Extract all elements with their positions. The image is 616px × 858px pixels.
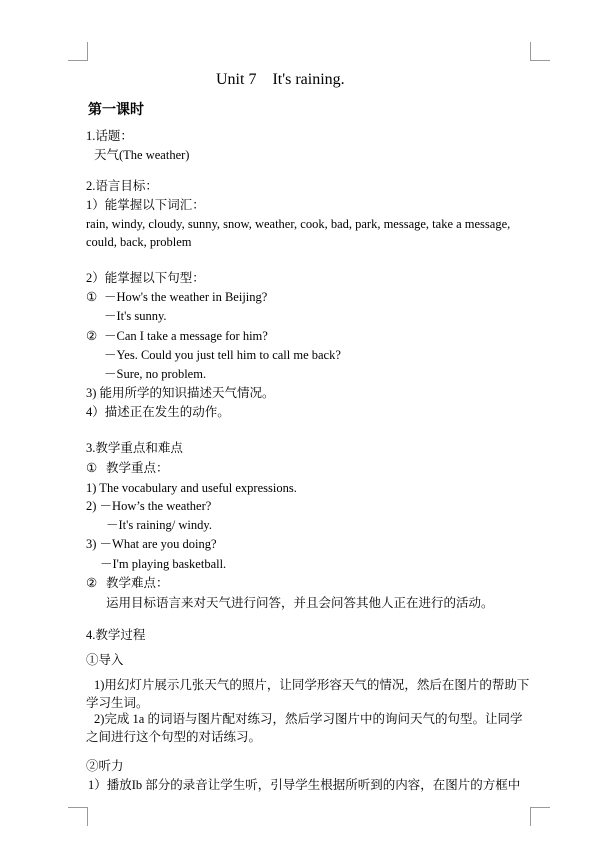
crop-mark-bottom-left-v [87, 807, 88, 826]
crop-mark-top-right-v [530, 42, 531, 61]
focus-item-3: 3) －What are you doing? [86, 537, 217, 551]
section-4-heading: 4.教学过程 [86, 628, 146, 642]
pattern-question-2: －Can I take a message for him? [104, 329, 268, 343]
step-2-heading: ②听力 [86, 759, 124, 773]
crop-mark-bottom-left-h [68, 807, 88, 808]
crop-mark-bottom-right-v [530, 807, 531, 826]
focus-item-2-answer: －It's raining/ windy. [106, 518, 212, 532]
crop-mark-top-left-h [68, 60, 88, 61]
focus-item-1: 1) The vocabulary and useful expressions. [86, 481, 297, 495]
focus-item-2: 2) －How’s the weather? [86, 499, 212, 513]
pattern-marker-1: ① [86, 290, 98, 304]
pattern-question-1: －How's the weather in Beijing? [104, 290, 268, 304]
crop-mark-top-right-h [530, 60, 550, 61]
focus-label: 教学重点： [106, 461, 169, 475]
step-1-paragraph-2: 2)完成 1a 的词语与图片配对练习，然后学习图片中的询问天气的句型。让同学之间进行这个句型的对话练习。 [86, 712, 523, 744]
pattern-answer-2: －Yes. Could you just tell him to call me back? [104, 348, 341, 362]
pattern-answer-1: －It's sunny. [104, 309, 167, 323]
goal-3: 3) 能用所学的知识描述天气情况。 [86, 386, 275, 400]
crop-mark-bottom-right-h [530, 807, 550, 808]
topic-text: 天气(The weather) [94, 148, 190, 162]
pattern-marker-2: ② [86, 329, 98, 343]
difficulty-label: 教学难点： [106, 576, 169, 590]
focus-item-3-answer: －I'm playing basketball. [100, 557, 227, 571]
step-1-paragraph-1: 1)用幻灯片展示几张天气的照片，让同学形容天气的情况，然后在图片的帮助下学习生词。 [86, 678, 530, 710]
crop-mark-top-left-v [87, 42, 88, 61]
vocab-list: rain, windy, cloudy, sunny, snow, weather, cook, bad, park, message, take a message, could, back, problem [86, 217, 511, 249]
step-2-paragraph-1: 1）播放Ib 部分的录音让学生听，引导学生根据所听到的内容，在图片的方框中 [88, 778, 521, 792]
difficulty-marker: ② [86, 576, 98, 590]
section-2-heading: 2.语言目标： [86, 179, 158, 193]
step-1-heading: ①导入 [86, 653, 124, 667]
document-title: Unit 7 It's raining. [216, 71, 345, 88]
focus-marker: ① [86, 461, 98, 475]
section-3-heading: 3.教学重点和难点 [86, 441, 183, 455]
lesson-heading: 第一课时 [88, 103, 144, 118]
difficulty-text: 运用目标语言来对天气进行问答，并且会问答其他人正在进行的活动。 [106, 596, 494, 610]
pattern-subheading: 2）能掌握以下句型： [86, 271, 205, 285]
vocab-subheading: 1）能掌握以下词汇： [86, 198, 205, 212]
pattern-answer-3: －Sure, no problem. [104, 367, 207, 381]
goal-4: 4）描述正在发生的动作。 [86, 405, 230, 419]
section-1-heading: 1.话题： [86, 129, 133, 143]
